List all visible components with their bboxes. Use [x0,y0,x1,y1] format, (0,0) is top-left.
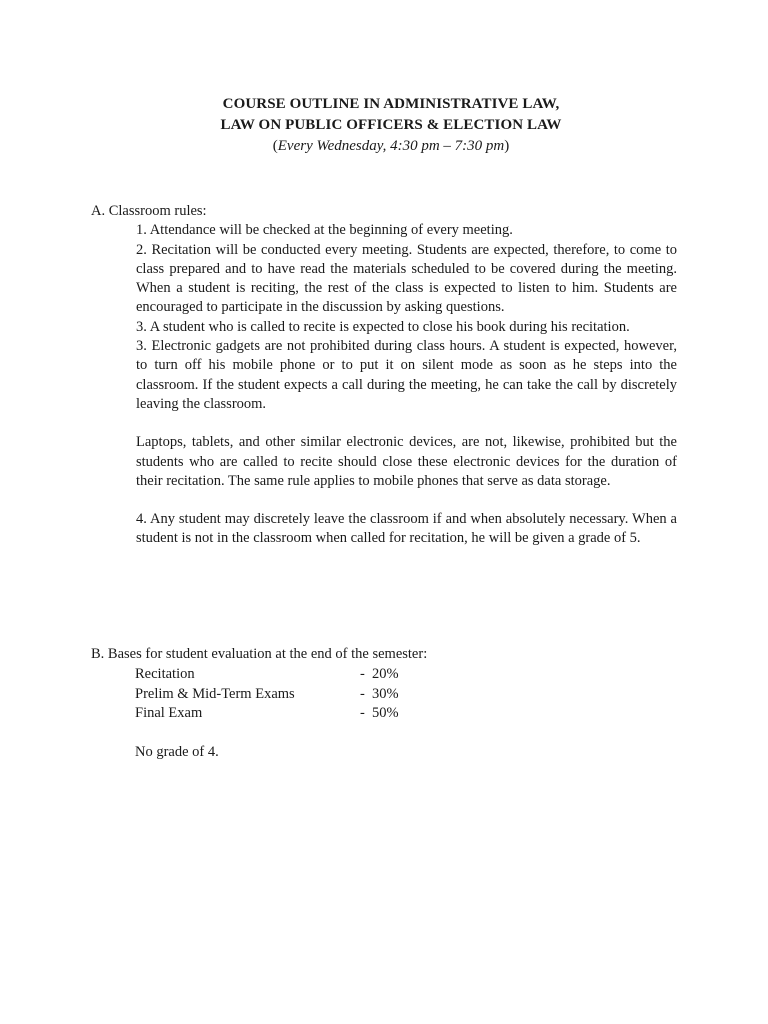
rule-leave-classroom: 4. Any student may discretely leave the classroom if and when absolutely necessary. When a student is not in the classroom when called for recitation, he will be given a grade of 5. [136,511,677,547]
document-title [0,94,768,157]
title-line-2: LAW ON PUBLIC OFFICERS & ELECTION LAW [220,117,562,133]
rules-list [136,221,677,548]
section-b-heading: B. Bases for student evaluation at the end of the semester: [91,646,428,662]
grade-note: No grade of 4. [135,744,219,761]
evaluation-dash: - [360,705,365,722]
evaluation-value: 30% [372,685,399,702]
evaluation-row [135,704,681,724]
title-line-1: COURSE OUTLINE IN ADMINISTRATIVE LAW, [222,96,560,112]
schedule-text: Every Wednesday, 4:30 pm – 7:30 pm [277,138,505,154]
evaluation-value: 50% [372,705,399,722]
paragraph-gap [136,414,677,433]
evaluation-dash: - [360,665,365,682]
paragraph-gap [136,491,677,510]
section-a-heading: A. Classroom rules: [91,203,207,219]
evaluation-value: 20% [372,665,399,682]
rule-attendance: 1. Attendance will be checked at the beginning of every meeting. [136,222,513,239]
rule-laptops-tablets: Laptops, tablets, and other similar electronic devices, are not, likewise, prohibited but the students who are called to recite should close these electronic devices for the duration of their recitation. The same rule applies to mobile phones that serve as data storage. [136,434,677,489]
evaluation-label: Prelim & Mid-Term Exams [135,685,295,702]
evaluation-label: Final Exam [135,705,203,722]
schedule-close-paren: ) [504,138,510,154]
schedule-line [0,136,768,157]
evaluation-section [91,645,681,763]
schedule-open-paren: ( [272,138,278,154]
rule-close-book: 3. A student who is called to recite is expected to close his book during his recitation. [136,318,630,335]
rule-electronic-gadgets: 3. Electronic gadgets are not prohibited during class hours. A student is expected, however, to turn off his mobile phone or to put it on silent mode as soon as he steps into the classroom. If the student expects a call during the meeting, he can take the call by discretely leaving the classroom. [136,338,677,412]
evaluation-label: Recitation [135,665,195,682]
evaluation-row [135,665,681,685]
rule-recitation: 2. Recitation will be conducted every meeting. Students are expected, therefore, to come to class prepared and to have read the materials scheduled to be covered during the meeting. When a student is reciting, the rest of the class is expected to listen to him. Students are encouraged to participate in the discussion by asking questions. [136,241,677,316]
evaluation-row [135,685,681,705]
evaluation-dash: - [360,685,365,702]
classroom-rules-section [91,202,681,549]
